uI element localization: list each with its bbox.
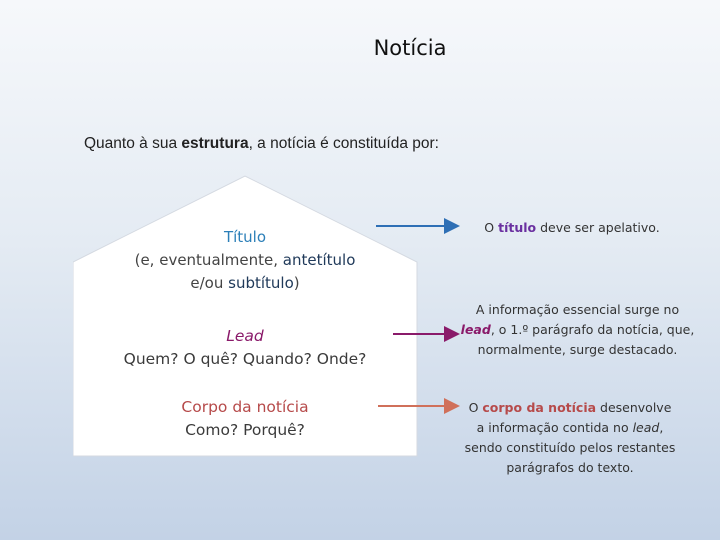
- note-titulo-highlight: título: [498, 220, 537, 235]
- note-lead-highlight: lead: [460, 322, 491, 337]
- note-lead-line3: normalmente, surge destacado.: [477, 342, 678, 357]
- note-corpo: [455, 398, 685, 478]
- note-lead: [455, 300, 700, 360]
- note-corpo-line2-italic: lead: [632, 420, 660, 435]
- note-corpo-line4: parágrafos do texto.: [506, 460, 634, 475]
- note-corpo-line2-suffix: ,: [659, 420, 664, 435]
- slide-title: Notícia: [373, 36, 447, 60]
- titulo-line3-prefix: e/ou: [190, 274, 229, 292]
- intro-before: Quanto à sua: [84, 135, 182, 152]
- note-titulo-prefix: O: [484, 220, 499, 235]
- note-corpo-prefix: O: [468, 400, 483, 415]
- titulo-line3-suffix: ): [293, 274, 300, 292]
- antetitulo-label: antetítulo: [282, 251, 356, 269]
- note-corpo-line2: [455, 418, 685, 438]
- note-titulo-suffix: deve ser apelativo.: [536, 220, 660, 235]
- note-corpo-line2-prefix: a informação contida no: [476, 420, 633, 435]
- note-corpo-suffix: desenvolve: [596, 400, 672, 415]
- note-lead-line2: [455, 320, 700, 340]
- subtitulo-label: subtítulo: [228, 274, 294, 292]
- lead-questions: Quem? O quê? Quando? Onde?: [123, 350, 367, 368]
- intro-after: , a notícia é constituída por:: [248, 135, 439, 152]
- corpo-label: Corpo da notícia: [181, 398, 309, 416]
- note-lead-line1: A informação essencial surge no: [475, 302, 680, 317]
- note-corpo-highlight: corpo da notícia: [482, 400, 597, 415]
- intro-bold: estrutura: [181, 135, 249, 152]
- titulo-line2-prefix: (e, eventualmente,: [134, 251, 283, 269]
- note-corpo-line1: [455, 398, 685, 418]
- note-lead-line2-rest: , o 1.º parágrafo da notícia, que,: [490, 322, 695, 337]
- corpo-questions: Como? Porquê?: [185, 421, 305, 439]
- titulo-label: Título: [223, 228, 267, 246]
- note-titulo: [462, 218, 682, 238]
- note-corpo-line3: sendo constituído pelos restantes: [464, 440, 676, 455]
- lead-label: Lead: [226, 327, 264, 345]
